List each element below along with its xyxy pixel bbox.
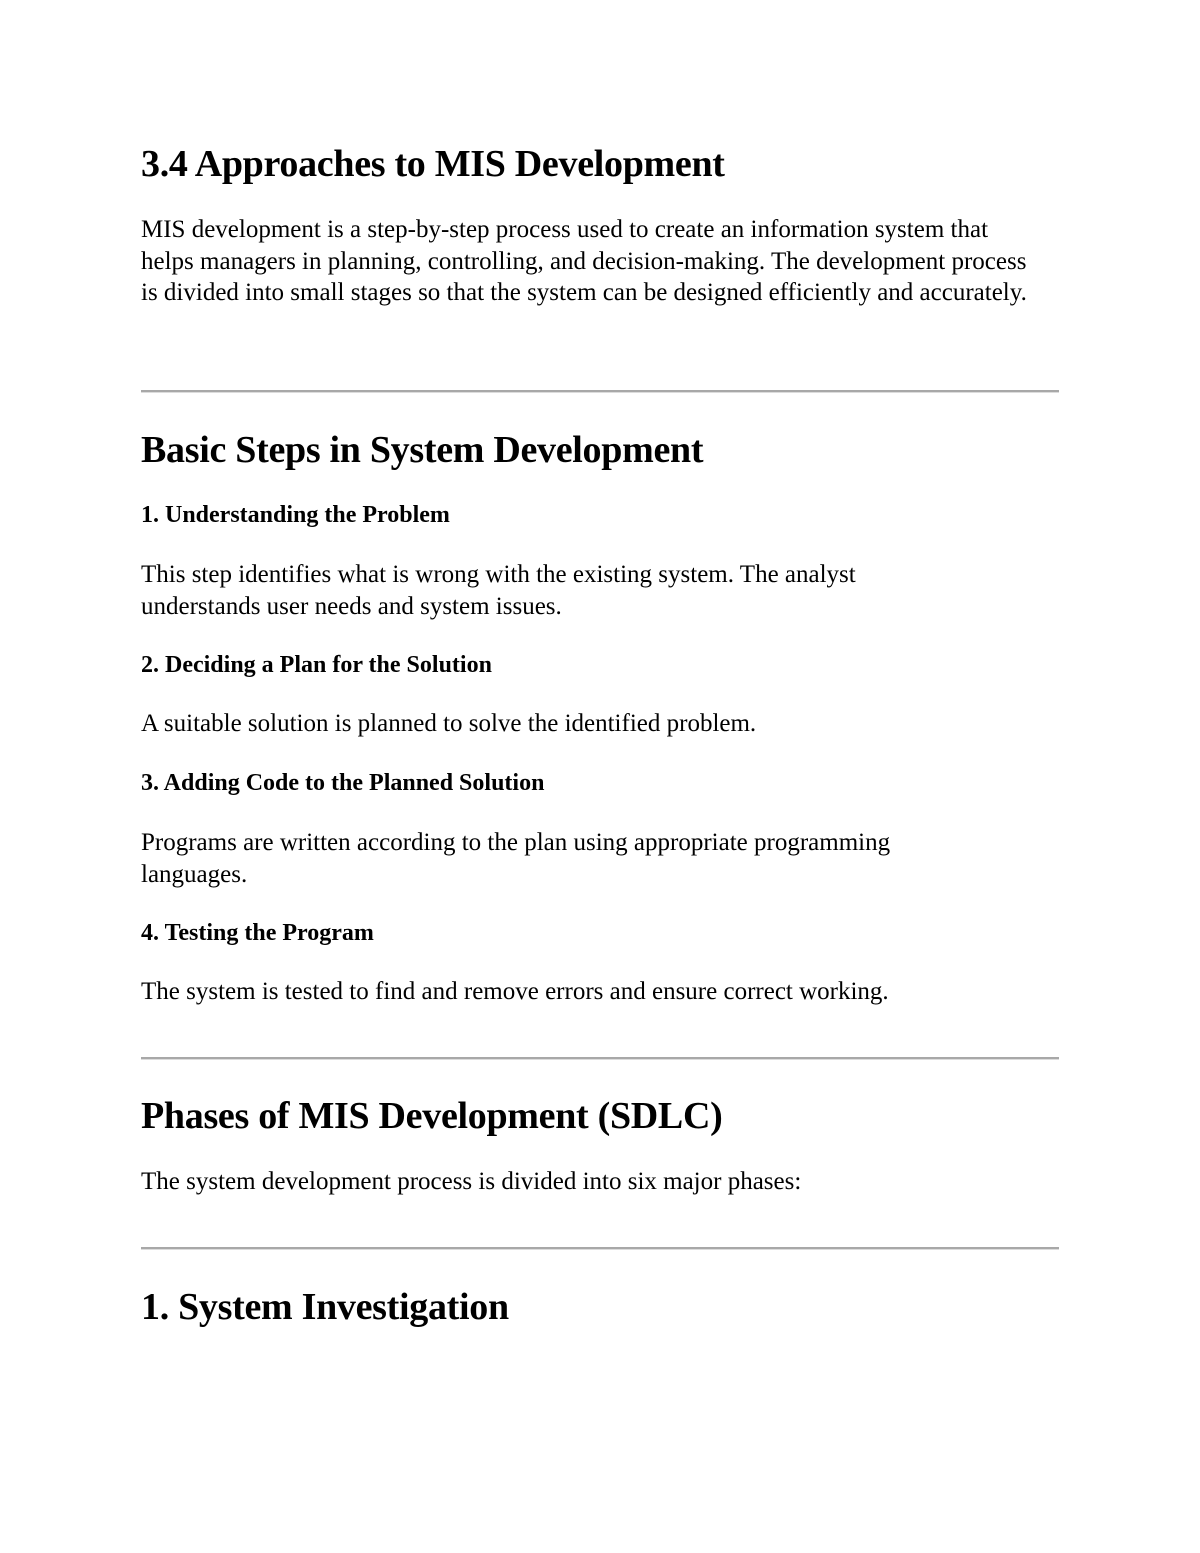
step-1-title: 1. Understanding the Problem xyxy=(141,502,450,528)
phase-1-heading: 1. System Investigation xyxy=(141,1286,509,1328)
step-4-title: 4. Testing the Program xyxy=(141,920,374,946)
step-2-title: 2. Deciding a Plan for the Solution xyxy=(141,652,492,678)
basic-steps-heading: Basic Steps in System Development xyxy=(141,429,704,471)
horizontal-divider xyxy=(141,1057,1059,1060)
intro-paragraph: MIS development is a step-by-step process used to create an information system that helps managers in planning, controlling, and decision-making. The development process is divided into small stages so that the system can be designed efficiently and accurately. xyxy=(141,216,1027,306)
phases-intro: The system development process is divided into six major phases: xyxy=(141,1168,802,1195)
step-4-text: The system is tested to find and remove errors and ensure correct working. xyxy=(141,978,889,1005)
step-2-text: A suitable solution is planned to solve the identified problem. xyxy=(141,710,757,737)
horizontal-divider xyxy=(141,1247,1059,1250)
phases-heading: Phases of MIS Development (SDLC) xyxy=(141,1095,723,1137)
section-title: 3.4 Approaches to MIS Development xyxy=(141,143,725,185)
document-page xyxy=(141,0,1059,1553)
step-1-text: This step identifies what is wrong with the existing system. The analyst understands user needs and system issues. xyxy=(141,561,856,620)
step-3-title: 3. Adding Code to the Planned Solution xyxy=(141,770,545,796)
step-3-text: Programs are written according to the plan using appropriate programming languages. xyxy=(141,829,891,888)
horizontal-divider xyxy=(141,390,1059,393)
